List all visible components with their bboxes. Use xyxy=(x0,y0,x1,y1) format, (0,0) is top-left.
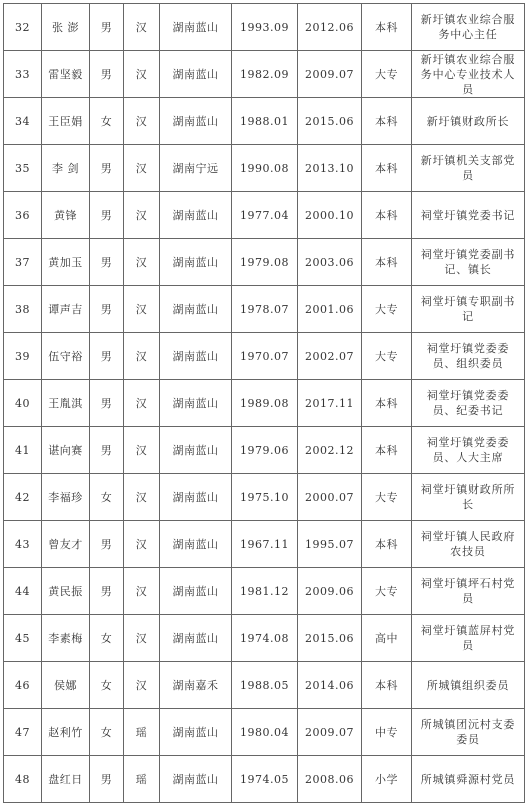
cell-number: 40 xyxy=(4,380,42,427)
cell-ethnicity: 瑶 xyxy=(124,756,160,803)
cell-number: 37 xyxy=(4,239,42,286)
cell-birthplace: 湖南蓝山 xyxy=(160,51,232,98)
cell-work-start-date: 2017.11 xyxy=(298,380,362,427)
cell-birth-date: 1980.04 xyxy=(232,709,298,756)
cell-gender: 男 xyxy=(90,145,124,192)
table-row xyxy=(4,521,525,568)
cell-birthplace: 湖南蓝山 xyxy=(160,98,232,145)
table-row xyxy=(4,615,525,662)
cell-gender: 女 xyxy=(90,709,124,756)
cell-education: 本科 xyxy=(362,521,412,568)
cell-name: 黄加玉 xyxy=(42,239,90,286)
table-row xyxy=(4,192,525,239)
roster-table xyxy=(3,3,525,803)
cell-name: 王臣娟 xyxy=(42,98,90,145)
cell-work-start-date: 2003.06 xyxy=(298,239,362,286)
cell-education: 大专 xyxy=(362,333,412,380)
cell-name: 伍守裕 xyxy=(42,333,90,380)
cell-work-start-date: 2002.12 xyxy=(298,427,362,474)
cell-birth-date: 1982.09 xyxy=(232,51,298,98)
cell-birthplace: 湖南蓝山 xyxy=(160,709,232,756)
cell-name: 李素梅 xyxy=(42,615,90,662)
cell-gender: 男 xyxy=(90,756,124,803)
cell-ethnicity: 汉 xyxy=(124,98,160,145)
cell-education: 小学 xyxy=(362,756,412,803)
cell-ethnicity: 汉 xyxy=(124,239,160,286)
cell-ethnicity: 瑶 xyxy=(124,709,160,756)
cell-position: 新圩镇农业综合服务中心主任 xyxy=(412,4,525,51)
cell-work-start-date: 2008.06 xyxy=(298,756,362,803)
cell-birthplace: 湖南嘉禾 xyxy=(160,662,232,709)
cell-education: 本科 xyxy=(362,427,412,474)
cell-ethnicity: 汉 xyxy=(124,568,160,615)
cell-gender: 男 xyxy=(90,192,124,239)
cell-name: 雷坚毅 xyxy=(42,51,90,98)
roster-table-container xyxy=(3,3,524,803)
table-row xyxy=(4,427,525,474)
cell-birthplace: 湖南蓝山 xyxy=(160,192,232,239)
cell-education: 本科 xyxy=(362,662,412,709)
cell-number: 48 xyxy=(4,756,42,803)
cell-name: 盘红日 xyxy=(42,756,90,803)
cell-birthplace: 湖南蓝山 xyxy=(160,286,232,333)
cell-education: 大专 xyxy=(362,286,412,333)
cell-position: 所城镇舜源村党员 xyxy=(412,756,525,803)
cell-gender: 女 xyxy=(90,98,124,145)
cell-name: 张 澎 xyxy=(42,4,90,51)
table-row xyxy=(4,239,525,286)
cell-birthplace: 湖南蓝山 xyxy=(160,756,232,803)
cell-name: 侯娜 xyxy=(42,662,90,709)
cell-ethnicity: 汉 xyxy=(124,615,160,662)
cell-work-start-date: 2009.07 xyxy=(298,51,362,98)
cell-gender: 男 xyxy=(90,427,124,474)
cell-birthplace: 湖南蓝山 xyxy=(160,474,232,521)
cell-number: 32 xyxy=(4,4,42,51)
cell-education: 高中 xyxy=(362,615,412,662)
cell-birth-date: 1979.06 xyxy=(232,427,298,474)
cell-birth-date: 1988.01 xyxy=(232,98,298,145)
cell-gender: 男 xyxy=(90,4,124,51)
cell-birth-date: 1989.08 xyxy=(232,380,298,427)
cell-number: 41 xyxy=(4,427,42,474)
cell-number: 45 xyxy=(4,615,42,662)
cell-birth-date: 1967.11 xyxy=(232,521,298,568)
cell-birth-date: 1974.08 xyxy=(232,615,298,662)
cell-ethnicity: 汉 xyxy=(124,380,160,427)
cell-ethnicity: 汉 xyxy=(124,192,160,239)
cell-number: 47 xyxy=(4,709,42,756)
cell-ethnicity: 汉 xyxy=(124,662,160,709)
cell-gender: 男 xyxy=(90,380,124,427)
cell-work-start-date: 2015.06 xyxy=(298,615,362,662)
table-row xyxy=(4,145,525,192)
cell-number: 46 xyxy=(4,662,42,709)
cell-education: 本科 xyxy=(362,145,412,192)
cell-name: 黄锋 xyxy=(42,192,90,239)
cell-ethnicity: 汉 xyxy=(124,427,160,474)
cell-gender: 女 xyxy=(90,662,124,709)
cell-name: 王胤淇 xyxy=(42,380,90,427)
cell-birth-date: 1979.08 xyxy=(232,239,298,286)
cell-work-start-date: 1995.07 xyxy=(298,521,362,568)
cell-number: 35 xyxy=(4,145,42,192)
cell-work-start-date: 2001.06 xyxy=(298,286,362,333)
cell-number: 36 xyxy=(4,192,42,239)
cell-birth-date: 1975.10 xyxy=(232,474,298,521)
cell-position: 新圩镇机关支部党员 xyxy=(412,145,525,192)
cell-ethnicity: 汉 xyxy=(124,286,160,333)
cell-position: 祠堂圩镇党委委员、组织委员 xyxy=(412,333,525,380)
cell-position: 祠堂圩镇党委委员、人大主席 xyxy=(412,427,525,474)
cell-work-start-date: 2014.06 xyxy=(298,662,362,709)
cell-gender: 男 xyxy=(90,521,124,568)
table-row xyxy=(4,98,525,145)
cell-education: 本科 xyxy=(362,239,412,286)
cell-education: 本科 xyxy=(362,380,412,427)
cell-number: 42 xyxy=(4,474,42,521)
cell-work-start-date: 2015.06 xyxy=(298,98,362,145)
cell-position: 所城镇团沅村支委委员 xyxy=(412,709,525,756)
cell-education: 本科 xyxy=(362,98,412,145)
cell-work-start-date: 2009.07 xyxy=(298,709,362,756)
cell-birth-date: 1988.05 xyxy=(232,662,298,709)
cell-ethnicity: 汉 xyxy=(124,145,160,192)
cell-work-start-date: 2000.07 xyxy=(298,474,362,521)
cell-number: 34 xyxy=(4,98,42,145)
cell-work-start-date: 2012.06 xyxy=(298,4,362,51)
cell-birthplace: 湖南蓝山 xyxy=(160,380,232,427)
cell-education: 本科 xyxy=(362,192,412,239)
cell-position: 所城镇组织委员 xyxy=(412,662,525,709)
cell-ethnicity: 汉 xyxy=(124,51,160,98)
table-row xyxy=(4,51,525,98)
cell-birth-date: 1993.09 xyxy=(232,4,298,51)
cell-number: 39 xyxy=(4,333,42,380)
cell-position: 祠堂圩镇党委委员、纪委书记 xyxy=(412,380,525,427)
cell-birth-date: 1977.04 xyxy=(232,192,298,239)
cell-gender: 男 xyxy=(90,286,124,333)
cell-name: 曾友才 xyxy=(42,521,90,568)
cell-education: 本科 xyxy=(362,4,412,51)
cell-ethnicity: 汉 xyxy=(124,333,160,380)
cell-position: 祠堂圩镇坪石村党员 xyxy=(412,568,525,615)
cell-ethnicity: 汉 xyxy=(124,474,160,521)
cell-name: 黄民振 xyxy=(42,568,90,615)
cell-birthplace: 湖南蓝山 xyxy=(160,568,232,615)
cell-position: 祠堂圩镇财政所所长 xyxy=(412,474,525,521)
cell-work-start-date: 2000.10 xyxy=(298,192,362,239)
cell-birth-date: 1970.07 xyxy=(232,333,298,380)
cell-birthplace: 湖南蓝山 xyxy=(160,239,232,286)
cell-birth-date: 1981.12 xyxy=(232,568,298,615)
cell-gender: 男 xyxy=(90,568,124,615)
cell-work-start-date: 2009.06 xyxy=(298,568,362,615)
table-row xyxy=(4,4,525,51)
cell-number: 33 xyxy=(4,51,42,98)
cell-education: 中专 xyxy=(362,709,412,756)
cell-name: 李 剑 xyxy=(42,145,90,192)
cell-birth-date: 1974.05 xyxy=(232,756,298,803)
cell-name: 谭声吉 xyxy=(42,286,90,333)
cell-gender: 男 xyxy=(90,239,124,286)
cell-name: 谌向赛 xyxy=(42,427,90,474)
table-row xyxy=(4,568,525,615)
cell-ethnicity: 汉 xyxy=(124,521,160,568)
cell-gender: 男 xyxy=(90,51,124,98)
cell-number: 43 xyxy=(4,521,42,568)
cell-name: 李福珍 xyxy=(42,474,90,521)
cell-education: 大专 xyxy=(362,474,412,521)
cell-gender: 女 xyxy=(90,474,124,521)
cell-position: 祠堂圩镇党委书记 xyxy=(412,192,525,239)
cell-position: 新圩镇财政所长 xyxy=(412,98,525,145)
cell-education: 大专 xyxy=(362,51,412,98)
cell-work-start-date: 2013.10 xyxy=(298,145,362,192)
table-row xyxy=(4,756,525,803)
table-row xyxy=(4,662,525,709)
table-row xyxy=(4,380,525,427)
roster-table-body xyxy=(4,4,525,803)
cell-birthplace: 湖南蓝山 xyxy=(160,4,232,51)
table-row xyxy=(4,709,525,756)
cell-birth-date: 1990.08 xyxy=(232,145,298,192)
table-row xyxy=(4,333,525,380)
cell-birthplace: 湖南蓝山 xyxy=(160,615,232,662)
cell-position: 祠堂圩镇人民政府农技员 xyxy=(412,521,525,568)
table-row xyxy=(4,474,525,521)
cell-position: 祠堂圩镇专职副书记 xyxy=(412,286,525,333)
cell-number: 44 xyxy=(4,568,42,615)
cell-birth-date: 1978.07 xyxy=(232,286,298,333)
cell-birthplace: 湖南蓝山 xyxy=(160,427,232,474)
cell-birthplace: 湖南蓝山 xyxy=(160,521,232,568)
table-row xyxy=(4,286,525,333)
cell-birthplace: 湖南蓝山 xyxy=(160,333,232,380)
cell-gender: 男 xyxy=(90,333,124,380)
cell-position: 新圩镇农业综合服务中心专业技术人员 xyxy=(412,51,525,98)
cell-ethnicity: 汉 xyxy=(124,4,160,51)
cell-gender: 女 xyxy=(90,615,124,662)
cell-birthplace: 湖南宁远 xyxy=(160,145,232,192)
cell-education: 大专 xyxy=(362,568,412,615)
cell-work-start-date: 2002.07 xyxy=(298,333,362,380)
cell-number: 38 xyxy=(4,286,42,333)
cell-position: 祠堂圩镇蓝屏村党员 xyxy=(412,615,525,662)
cell-position: 祠堂圩镇党委副书记、镇长 xyxy=(412,239,525,286)
cell-name: 赵利竹 xyxy=(42,709,90,756)
